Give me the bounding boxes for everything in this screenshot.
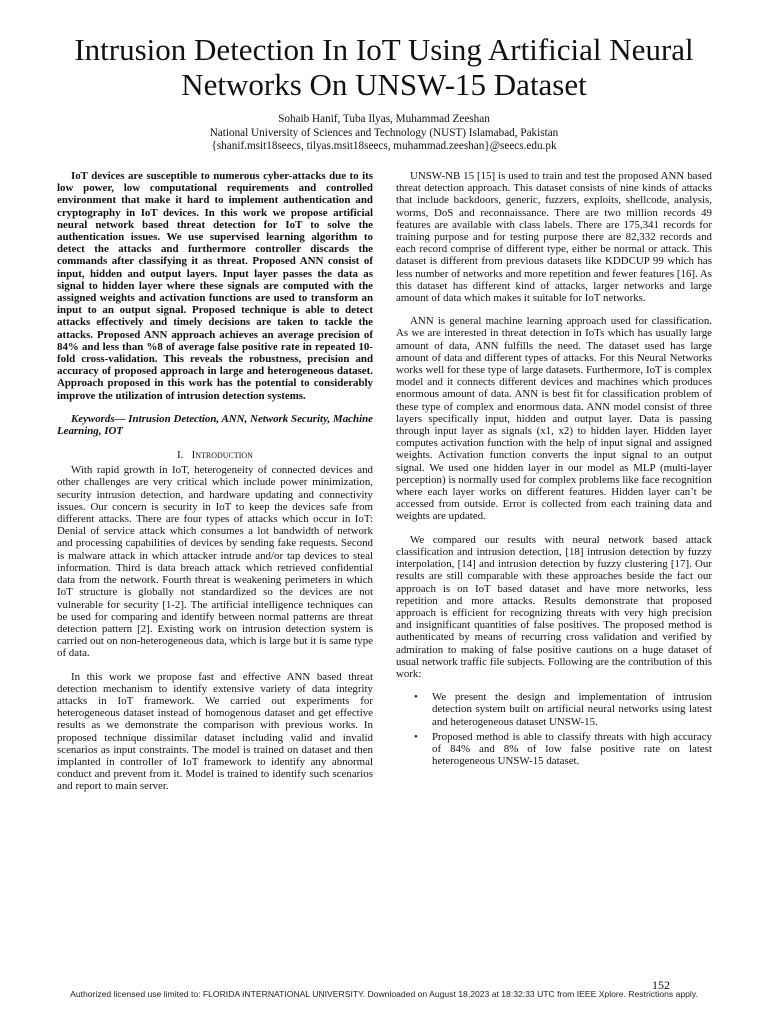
section-title: Introduction (191, 449, 253, 462)
author-affiliation: National University of Sciences and Technology (NUST) Islamabad, Pakistan (209, 126, 559, 139)
section-number: I. (177, 449, 184, 462)
page-number: 152 (652, 978, 670, 992)
list-item (414, 691, 712, 728)
license-footer: Authorized licensed use limited to: FLORIDA INTERNATIONAL UNIVERSITY. Downloaded on August 18,2023 at 18:32:33 UTC from IEEE Xplore. Restrictions apply. (70, 989, 698, 999)
paper-title: Intrusion Detection In IoT Using Artificial Neural Networks On UNSW-15 Dataset (74, 32, 694, 102)
section-heading-introduction (57, 449, 373, 462)
contribution-text-1: We present the design and implementation of intrusion detection system built on artificial neural networks using latest and heterogeneous dataset UNSW-15. (432, 691, 712, 728)
bullet-icon: • (414, 730, 418, 743)
keywords: Keywords— Intrusion Detection, ANN, Network Security, Machine Learning, IOT (57, 412, 373, 438)
right-column (396, 170, 712, 770)
contribution-list (396, 691, 712, 767)
comparison-paragraph: We compared our results with neural network based attack classification and intrusion detection, [18] intrusion detection by fuzzy interpolation, [14] and intrusion detection by fuzzy clustering [17]. Our results are still comparable with these approaches beside the fact our approach is on IoT based dataset and have more networks, less repetition and more attacks. Results demonstrate that proposed approach is efficient for recognizing threats with very high precision and insignificant quantities of false positives. The proposed method is authenticated by means of recurring cross validation and verified by admiration to making of false positive cautions on a huge dataset of usual network traffic file subjects. Following are the contribution of this work: (396, 533, 712, 680)
intro-paragraph-1: With rapid growth in IoT, heterogeneity of connected devices and other challenges are very critical which include power minimization, security intrusion detection, and hardware updating and connectivity issues. Our concern is security in IoT to keep the devices safe from different attacks. There are four types of attacks which occur in IoT: Denial of service attack which consumes a lot bandwidth of network and processing capabilities of devices by sending fake requests. Second is malware attack in which attacker intrude and/or tap devices to steal information. Third is data breach attack which retrieved confidential data from the network. Fourth threat is weakening perimeters in which IoT structure is globally not standardized so the devices are not vulnerable for security [1-2]. The artificial intelligence techniques can be used for comparing and identify between normal patterns are threat detection pattern [2]. Existing work on intrusion detection system is carried out on non-heterogeneous data, which is large but it is same type of data. (57, 464, 373, 660)
author-emails: {shanif.msit18seecs, tilyas.msit18seecs, muhammad.zeeshan}@seecs.edu.pk (211, 140, 557, 152)
author-block (40, 113, 728, 154)
list-item (414, 730, 712, 768)
left-column (57, 170, 373, 804)
abstract: IoT devices are susceptible to numerous cyber-attacks due to its low power, low computational requirements and controlled environment that make it hard to implement authentication and cryptography in IoT devices. In this work we propose artificial neural network based threat detection for IoT to solve the authentication issues. We use supervised learning algorithm to detect the attacks and furthermore controller discards the commands after classifying it as threat. Proposed ANN consist of input, hidden and output layers. Input layer passes the data as signal to hidden layer where these signals are computed with the assigned weights and activation functions are used to transform an input to an output signal. Proposed technique is able to detect attacks effectively and timely decisions are taken to tackle the attacks. Proposed ANN approach achieves an average precision of 84% and less than %8 of average false positive rate in repeated 10-fold cross-validation. This reveals the robustness, precision and accuracy of proposed approach in large and heterogeneous dataset. Approach proposed in this work has the potential to considerably improve the utilization of intrusion detection systems. (57, 170, 373, 402)
intro-paragraph-2: In this work we propose fast and effective ANN based threat detection mechanism to identify extensive variety of data integrity attacks in IoT framework. We carried out experiments for heterogeneous dataset instead of homogenous dataset and get effective results as we demonstrate the comparison with previous works. In proposed technique dissimilar dataset including valid and invalid scenarios as input constraints. The model is trained on dataset and then implanted in controller of IoT framework to identify any abnormal conduct and prevent from it. Model is trained to identify such scenarios and report to main server. (57, 670, 373, 793)
ann-paragraph: ANN is general machine learning approach used for classification. As we are interested in threat detection in IoTs which has usually large amount of data, ANN fulfills the need. The dataset used has large amount of data and different types of attacks. For this Neural Networks works well for these type of large datasets. Furthermore, IoT is complex model and it connects different devices and machines which produces enormous amount of data. ANN is best fit for classification problem of these type of complex and enormous data. ANN model consist of three layers specifically input, hidden and output layer. Data is passing through input layer as signals (x1, x2) to hidden layer. Hidden layer computes activation function with the help of input signal and assigned weights. Activation function converts the input signal to an output signal. We used one hidden layer in our model as MLP (multi-layer perception) is normally used for complex problems like face recognition where each layer works on different features. Hidden layer can’t be accessed from outside. Error is collected from each training data and weights are updated. (396, 315, 712, 523)
dataset-paragraph: UNSW-NB 15 [15] is used to train and test the proposed ANN based threat detection approach. This dataset consists of nine kinds of attacks that include backdoors, generic, fuzzers, exploits, shellcode, analysis, worms, DoS and reconnaissance. There are two million records 49 features are available with class labels. There are 175,341 records for training purpose and for testing purpose there are 82,332 records and each record comprise of different type, either be normal or attack. This dataset is different from previous datasets like KDDCUP 99 which has less number of networks and more repetition and fewer features [16]. As this dataset has different kind of attacks, larger networks and large amount of data which makes it suitable for IoT networks. (396, 170, 712, 305)
contribution-text-2: Proposed method is able to classify threats with high accuracy of 84% and 8% of low false positive rate on latest heterogeneous UNSW-15 dataset. (432, 730, 712, 768)
bullet-icon: • (414, 691, 418, 704)
author-names: Sohaib Hanif, Tuba Ilyas, Muhammad Zeeshan (278, 113, 490, 125)
